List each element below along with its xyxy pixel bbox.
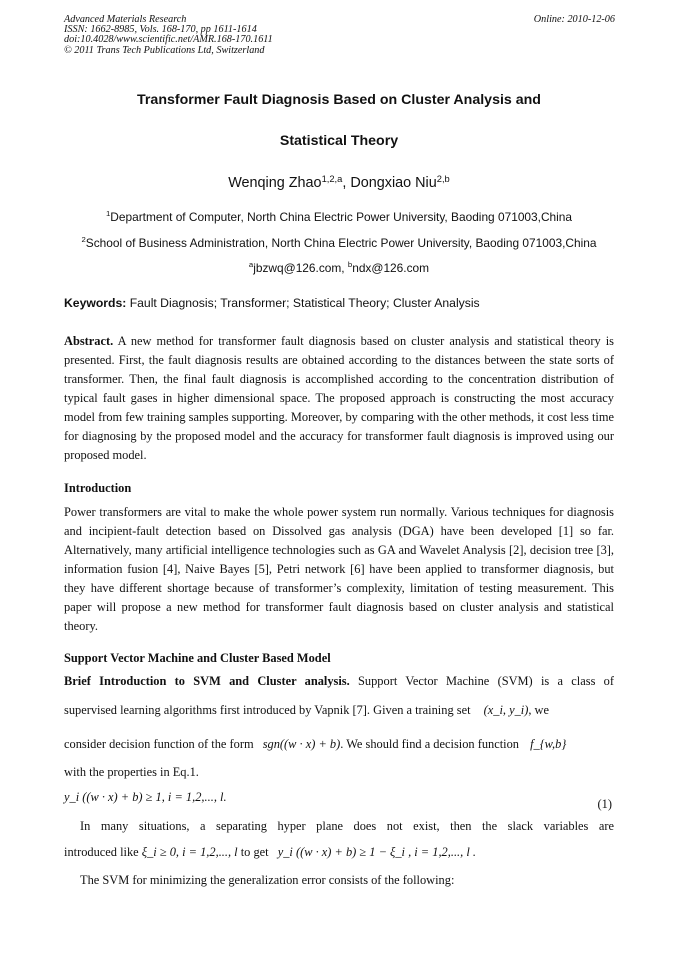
header-line-doi: doi:10.4028/www.scientific.net/AMR.168-170.1611 bbox=[64, 34, 273, 46]
svm-subheading: Brief Introduction to SVM and Cluster analysis. bbox=[64, 674, 350, 688]
keywords bbox=[64, 296, 480, 310]
author-2-sup: 2,b bbox=[436, 174, 450, 184]
journal-header bbox=[64, 15, 273, 56]
svm-line-1-text: Support Vector Machine (SVM) is a class of bbox=[349, 674, 614, 688]
svm-line-6-mid: to get bbox=[237, 845, 269, 859]
paper-title-line-1: Transformer Fault Diagnosis Based on Cluster Analysis and bbox=[137, 92, 541, 108]
affiliation-2 bbox=[40, 236, 638, 250]
keywords-text: Fault Diagnosis; Transformer; Statistical Theory; Cluster Analysis bbox=[126, 296, 480, 310]
svm-line-6 bbox=[64, 845, 614, 860]
svm-section-heading: Support Vector Machine and Cluster Based Model bbox=[64, 651, 331, 665]
affiliation-1-sup: 1 bbox=[105, 209, 111, 218]
svm-line-3-text: consider decision function of the form bbox=[64, 737, 254, 751]
header-line-issn: ISSN: 1662-8985, Vols. 168-170, pp 1611-1614 bbox=[64, 24, 257, 36]
header-line-copyright: © 2011 Trans Tech Publications Ltd, Switzerland bbox=[64, 44, 265, 56]
equation-1: y_i ((w · x) + b) ≥ 1, i = 1,2,..., l. bbox=[64, 790, 227, 804]
email-a-sup: a bbox=[248, 260, 254, 269]
equation-1-number: (1) bbox=[597, 797, 612, 811]
svm-line-2-text: supervised learning algorithms first introduced by Vapnik [7]. Given a training set bbox=[64, 703, 471, 717]
affiliation-2-text: School of Business Administration, North China Electric Power University, Baoding 071003,China bbox=[85, 236, 597, 250]
svm-line-1 bbox=[64, 674, 614, 689]
header-line-journal: Advanced Materials Research bbox=[64, 14, 187, 25]
author-2-name: Dongxiao Niu bbox=[350, 175, 437, 191]
introduction-heading: Introduction bbox=[64, 481, 132, 495]
svm-line-3 bbox=[64, 737, 614, 752]
author-list bbox=[40, 175, 638, 191]
online-date: Online: 2010-12-06 bbox=[533, 14, 615, 25]
decision-function-math: sgn((w · x) + b) bbox=[262, 737, 341, 751]
svm-line-5: In many situations, a separating hyper plane does not exist, then the slack variables are bbox=[80, 819, 614, 833]
slack-variable-math: ξ_i ≥ 0, i = 1,2,..., l bbox=[141, 845, 238, 859]
author-1-name: Wenqing Zhao bbox=[228, 175, 322, 191]
svm-line-4: with the properties in Eq.1. bbox=[64, 765, 199, 779]
svm-line-7: The SVM for minimizing the generalization error consists of the following: bbox=[80, 873, 455, 887]
fwb-math: f_{w,b} bbox=[530, 737, 567, 751]
affiliation-1-text: Department of Computer, North China Electric Power University, Baoding 071003,China bbox=[110, 210, 573, 224]
abstract-label: Abstract. bbox=[64, 334, 114, 348]
svm-line-6-text: introduced like bbox=[64, 845, 139, 859]
paper-title-line-2: Statistical Theory bbox=[279, 133, 399, 149]
author-emails bbox=[40, 261, 638, 275]
affiliation-2-sup: 2 bbox=[81, 235, 86, 244]
email-b-sup: b bbox=[347, 260, 353, 269]
svm-line-3-mid: . We should find a decision function bbox=[340, 737, 519, 751]
affiliation-1 bbox=[40, 210, 638, 224]
abstract bbox=[64, 332, 614, 465]
slack-constraint-math: y_i ((w · x) + b) ≥ 1 − ξ_i , i = 1,2,..., l . bbox=[277, 845, 476, 859]
introduction-text: Power transformers are vital to make the whole power system run normally. Various techniques for diagnosis and incipient-fault detection based on Dissolved gas analysis (DGA) have been developed [1] so far. Alternatively, many artificial intelligence technologies such as GA and Wavelet Analysis [2], decision tree [3], information fusion [4], Naive Bayes [5], Petri network [6] have been applied to transformer diagnosis, but they have different shortage because of transformer’s complexity, limitation of testing measurement. This paper will propose a new method for transformer fault diagnosis based on cluster analysis and statistical theory. bbox=[64, 505, 614, 633]
author-1-sup: 1,2,a bbox=[321, 174, 343, 184]
training-set-math: (x_i, y_i) bbox=[483, 703, 529, 717]
svm-line-2 bbox=[64, 703, 614, 718]
keywords-label: Keywords: bbox=[64, 296, 127, 310]
email-a: jbzwq@126.com, bbox=[253, 261, 348, 275]
author-separator: , bbox=[342, 175, 351, 191]
svm-line-2-end: , we bbox=[528, 703, 550, 717]
email-b: ndx@126.com bbox=[352, 261, 430, 275]
abstract-text: A new method for transformer fault diagnosis based on cluster analysis and statistical theory is presented. First, the fault diagnosis results are obtained according to the distances between the state sorts of transformer. Then, the final fault diagnosis is accomplished according to the concentration distribution of typical fault gases in higher dimensional space. The proposed approach is constructing the most accuracy model from few training samples supporting. Moreover, by comparing with the other methods, it cost less time for diagnosing by the proposed model and the accuracy for transformer fault diagnosis is improved using our proposed model. bbox=[64, 334, 614, 462]
